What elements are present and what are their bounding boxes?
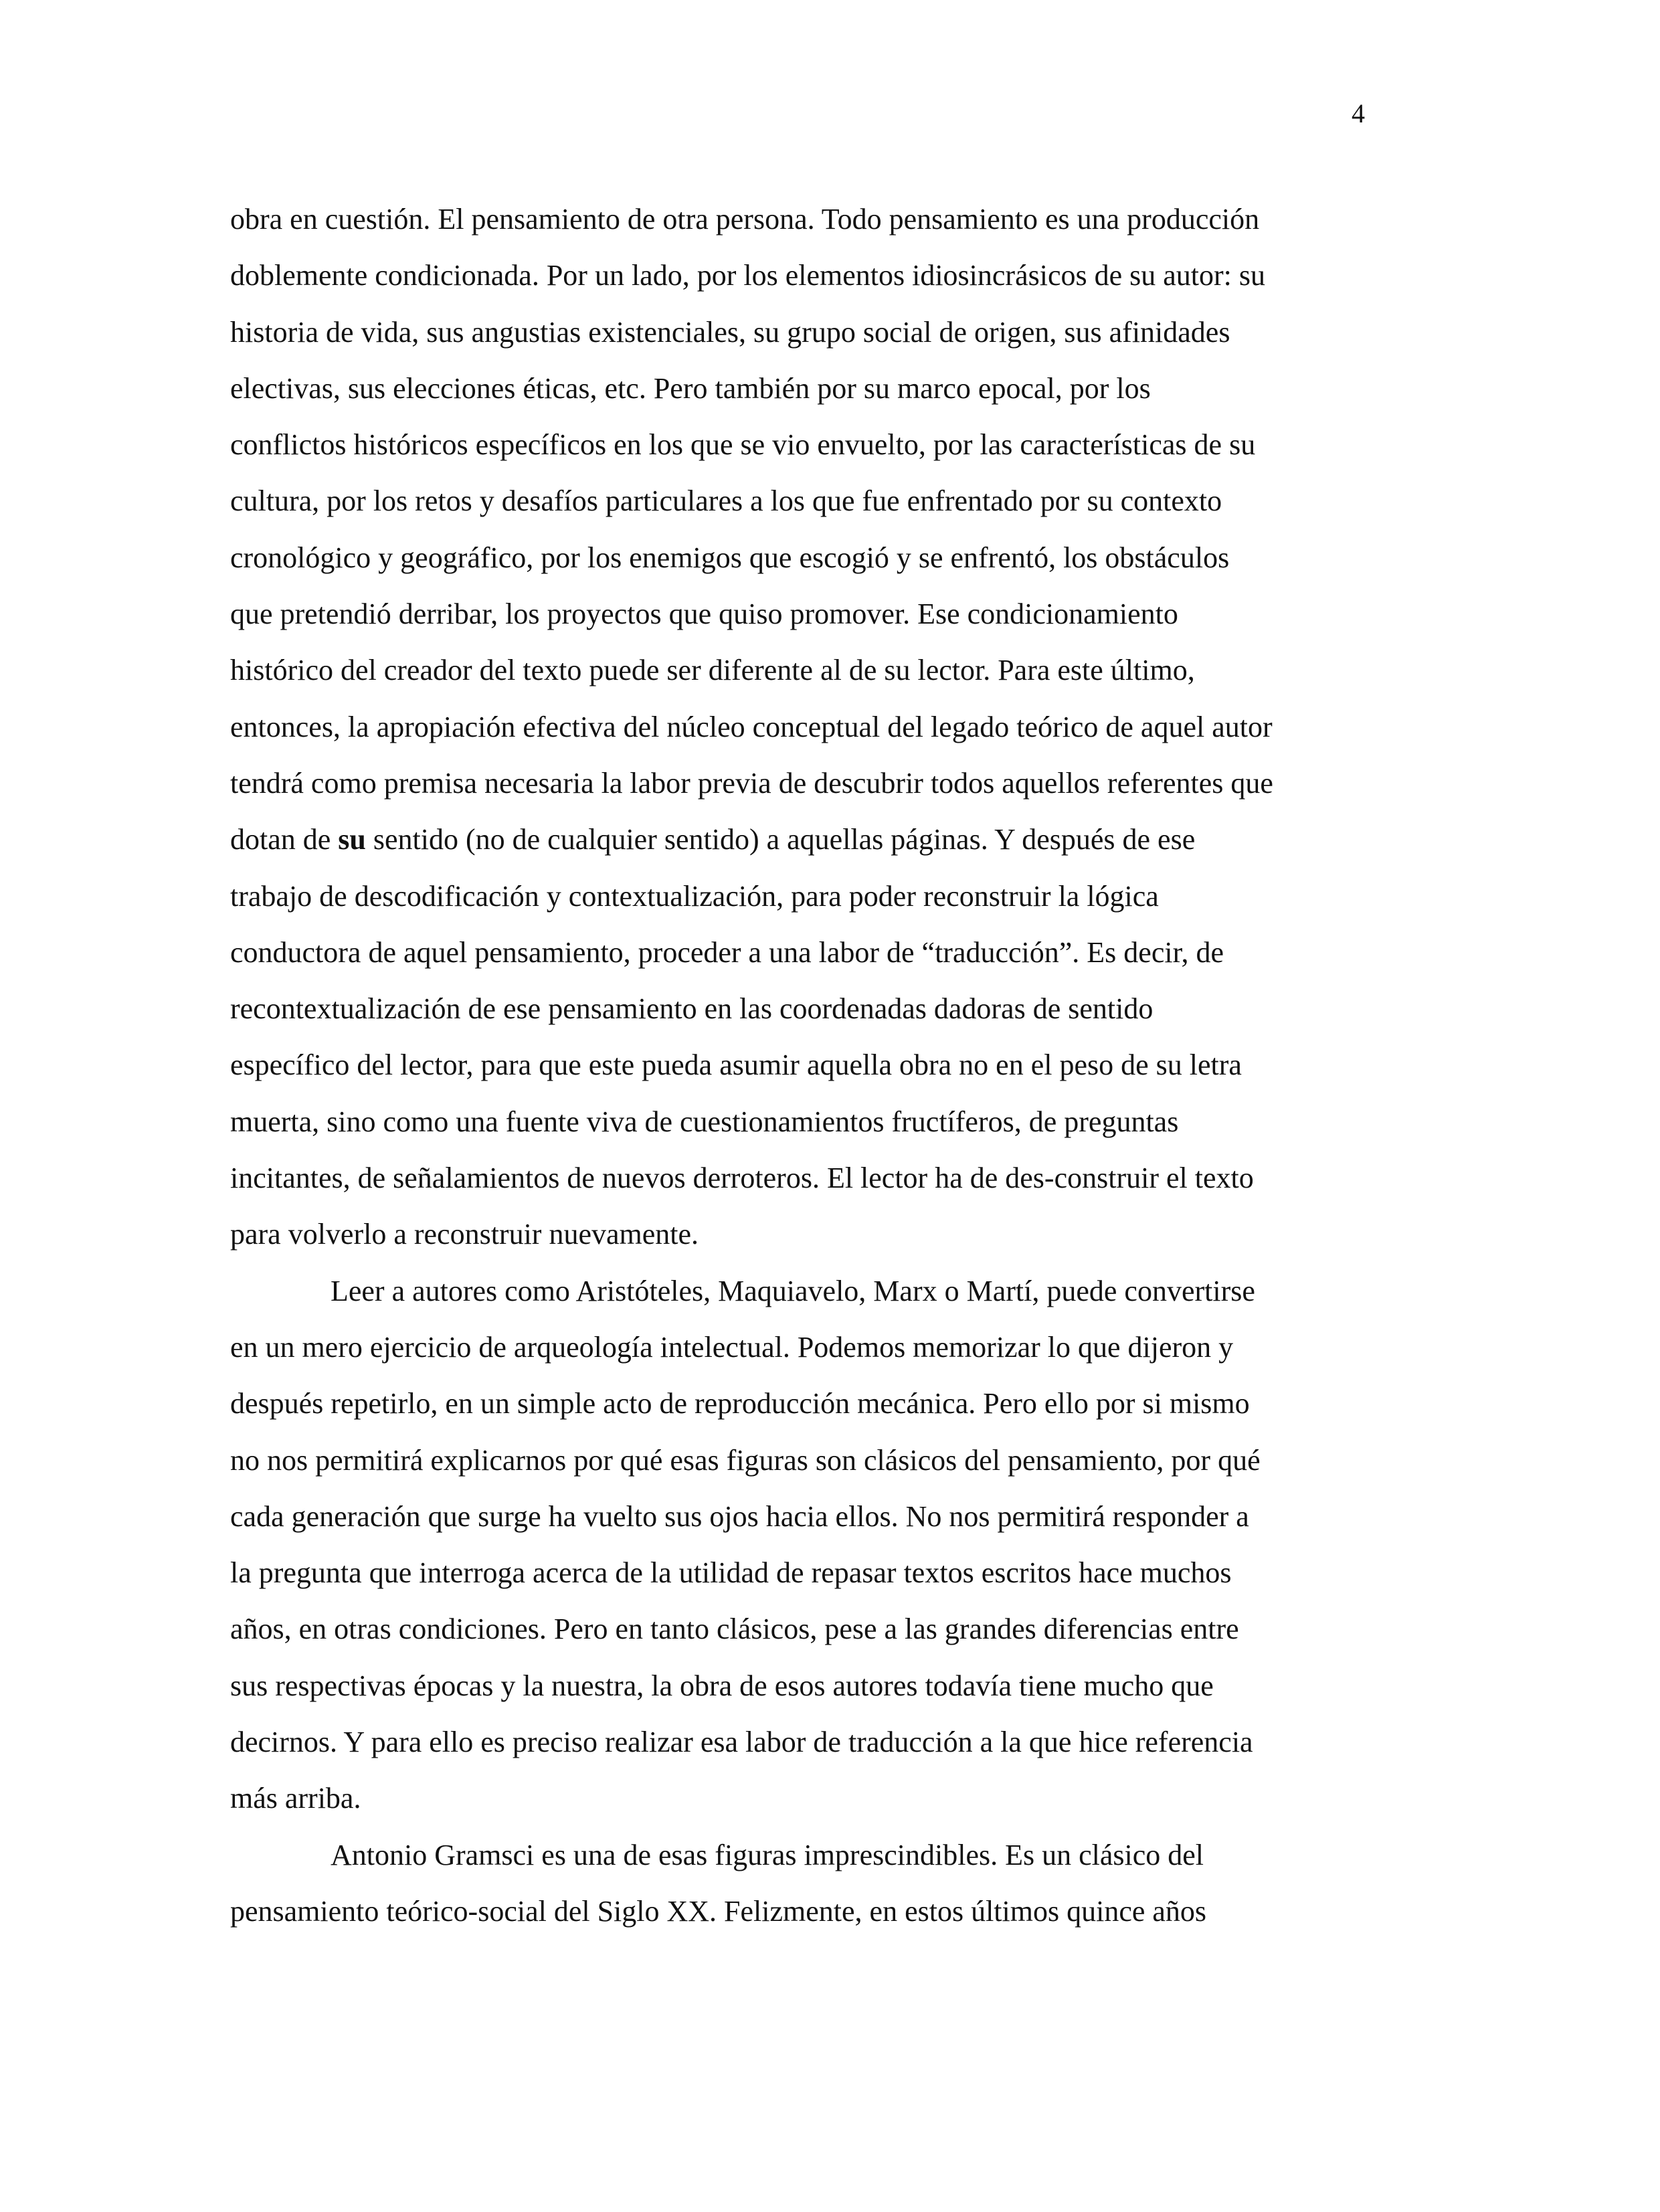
- page-number: 4: [1352, 98, 1365, 128]
- text-line: pensamiento teórico-social del Siglo XX. Felizmente, en estos últimos quince años: [230, 1894, 1207, 1928]
- page-body: [230, 191, 1394, 1940]
- text-line: doblemente condicionada. Por un lado, por los elementos idiosincrásicos de su autor: su: [230, 259, 1266, 292]
- text-line: cada generación que surge ha vuelto sus ojos hacia ellos. No nos permitirá responder a: [230, 1499, 1249, 1533]
- text-line: para volverlo a reconstruir nuevamente.: [230, 1218, 699, 1251]
- text-line: no nos permitirá explicarnos por qué esas figuras son clásicos del pensamiento, por qué: [230, 1443, 1261, 1477]
- text-line: entonces, la apropiación efectiva del núcleo conceptual del legado teórico de aquel autor: [230, 710, 1273, 743]
- text-line: conflictos históricos específicos en los que se vio envuelto, por las características de su: [230, 428, 1256, 462]
- text-line: conductora de aquel pensamiento, proceder a una labor de “traducción”. Es decir, de: [230, 935, 1224, 969]
- text-line: Leer a autores como Aristóteles, Maquiavelo, Marx o Martí, puede convertirse: [331, 1274, 1255, 1307]
- text-line: Antonio Gramsci es una de esas figuras imprescindibles. Es un clásico del: [331, 1838, 1204, 1871]
- text-line: obra en cuestión. El pensamiento de otra persona. Todo pensamiento es una producción: [230, 203, 1260, 236]
- text-line: cronológico y geográfico, por los enemigos que escogió y se enfrentó, los obstáculos: [230, 541, 1230, 574]
- emphasis-text: su: [338, 823, 366, 856]
- text-line: decirnos. Y para ello es preciso realizar esa labor de traducción a la que hice referencia: [230, 1726, 1253, 1759]
- text-line: trabajo de descodificación y contextualización, para poder reconstruir la lógica: [230, 879, 1159, 913]
- text-line: electivas, sus elecciones éticas, etc. Pero también por su marco epocal, por los: [230, 371, 1151, 405]
- text-line: incitantes, de señalamientos de nuevos derroteros. El lector ha de des-construir el texto: [230, 1162, 1254, 1195]
- text-line: en un mero ejercicio de arqueología intelectual. Podemos memorizar lo que dijeron y: [230, 1330, 1234, 1364]
- text-line: dotan de su sentido (no de cualquier sentido) a aquellas páginas. Y después de ese: [230, 823, 1196, 856]
- text-line: específico del lector, para que este pueda asumir aquella obra no en el peso de su letra: [230, 1048, 1242, 1082]
- text-line: que pretendió derribar, los proyectos que quiso promover. Ese condicionamiento: [230, 597, 1178, 631]
- text-line: cultura, por los retos y desafíos particulares a los que fue enfrentado por su contexto: [230, 484, 1222, 518]
- text-line: la pregunta que interroga acerca de la utilidad de repasar textos escritos hace muchos: [230, 1556, 1232, 1590]
- text-line: muerta, sino como una fuente viva de cuestionamientos fructíferos, de preguntas: [230, 1105, 1179, 1138]
- paragraph: [230, 191, 1394, 1263]
- text-line: historia de vida, sus angustias existenciales, su grupo social de origen, sus afinidades: [230, 315, 1230, 349]
- text-line: años, en otras condiciones. Pero en tanto clásicos, pese a las grandes diferencias entre: [230, 1612, 1239, 1646]
- text-line: recontextualización de ese pensamiento en las coordenadas dadoras de sentido: [230, 992, 1154, 1026]
- text-line: histórico del creador del texto puede ser diferente al de su lector. Para este último,: [230, 654, 1195, 687]
- text-line: después repetirlo, en un simple acto de reproducción mecánica. Pero ello por si mismo: [230, 1387, 1250, 1420]
- text-line: más arriba.: [230, 1782, 361, 1815]
- text-line: tendrá como premisa necesaria la labor previa de descubrir todos aquellos referentes que: [230, 766, 1273, 800]
- text-line: sus respectivas épocas y la nuestra, la obra de esos autores todavía tiene mucho que: [230, 1669, 1214, 1702]
- paragraph: [230, 1827, 1394, 1940]
- paragraph: [230, 1263, 1394, 1827]
